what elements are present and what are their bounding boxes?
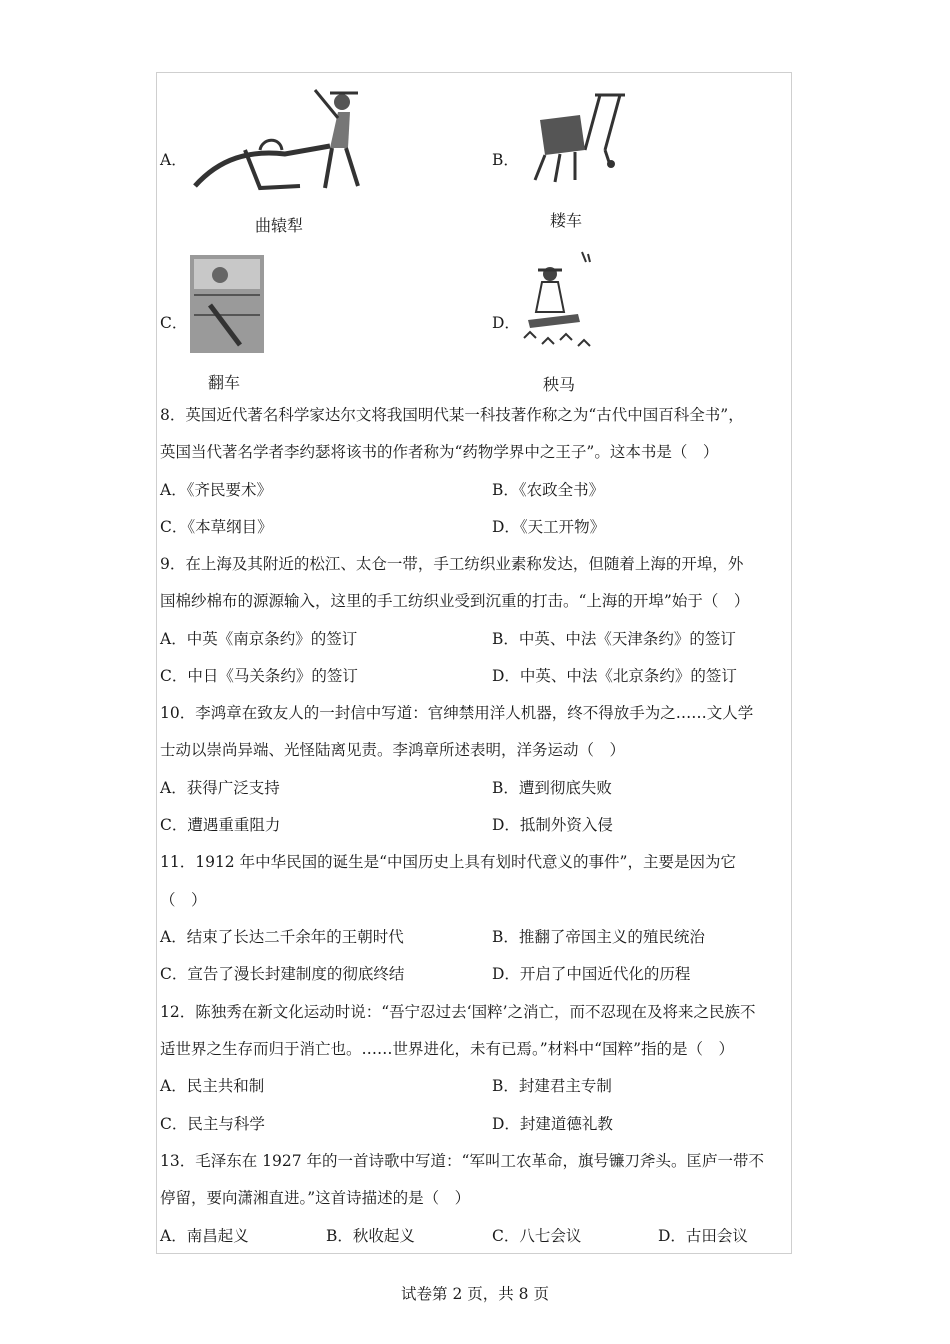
option-b-letter: B． (492, 151, 519, 169)
option-d-caption: 秧马 (543, 375, 576, 394)
q11-stem-line2: （ ） (160, 891, 207, 909)
option-c-letter: C． (160, 314, 188, 332)
page-footer: 试卷第 2 页，共 8 页 (401, 1285, 549, 1303)
q12-stem-line1: 12．陈独秀在新文化运动时说：“吾宁忍过去‘国粹’之消亡，而不忍现在及将来之民族不 (160, 1003, 756, 1021)
q12-option-c: C．民主与科学 (160, 1115, 265, 1133)
q10-stem-line2: 士动以崇尚异端、光怪陆离见责。李鸿章所述表明，洋务运动（ ） (160, 741, 626, 759)
q8-stem-line1: 8．英国近代著名科学家达尔文将我国明代某一科技著作称之为“古代中国百科全书”， (160, 406, 744, 424)
q10-option-b: B．遭到彻底失败 (492, 779, 612, 797)
q12-option-b: B．封建君主专制 (492, 1077, 612, 1095)
q13-option-a: A．南昌起义 (160, 1227, 249, 1245)
q11-option-d: D．开启了中国近代化的历程 (492, 965, 691, 983)
q9-stem-line1: 9．在上海及其附近的松江、太仓一带，手工纺织业素称发达，但随着上海的开埠，外 (160, 555, 744, 573)
q8-option-c: C．《本草纲目》 (160, 518, 273, 536)
q12-option-a: A．民主共和制 (160, 1077, 265, 1095)
option-a-caption: 曲辕犁 (255, 216, 304, 235)
q12-option-d: D．封建道德礼教 (492, 1115, 613, 1133)
q11-option-a: A．结束了长达二千余年的王朝时代 (160, 928, 404, 946)
q10-option-d: D．抵制外资入侵 (492, 816, 613, 834)
q8-stem-line2: 英国当代著名学者李约瑟将该书的作者称为“药物学界中之王子”。这本书是（ ） (160, 443, 719, 461)
option-b-caption: 耧车 (550, 211, 583, 230)
q13-stem-line2: 停留，要向潇湘直进。”这首诗描述的是（ ） (160, 1189, 471, 1207)
q12-stem-line2: 适世界之生存而归于消亡也。……世界进化，未有已焉。”材料中“国粹”指的是（ ） (160, 1040, 735, 1058)
q8-option-a: A．《齐民要术》 (160, 481, 272, 499)
q11-option-c: C．宣告了漫长封建制度的彻底终结 (160, 965, 405, 983)
q9-option-d: D．中英、中法《北京条约》的签订 (492, 667, 737, 685)
option-a-letter: A． (160, 151, 187, 169)
q9-stem-line2: 国棉纱棉布的源源输入，这里的手工纺织业受到沉重的打击。“上海的开埠”始于（ ） (160, 592, 750, 610)
option-c-caption: 翻车 (208, 373, 241, 392)
q11-stem-line1: 11．1912 年中华民国的诞生是“中国历史上具有划时代意义的事件”，主要是因为它 (160, 853, 736, 871)
water-wheel-image (190, 255, 264, 353)
q10-stem-line1: 10．李鸿章在致友人的一封信中写道：官绅禁用洋人机器，终不得放手为之……文人学 (160, 704, 754, 722)
q13-stem-line1: 13．毛泽东在 1927 年的一首诗歌中写道：“军叫工农革命，旗号镰刀斧头。匡庐一带不 (160, 1152, 764, 1170)
option-d-letter: D． (492, 314, 520, 332)
q9-option-b: B．中英、中法《天津条约》的签订 (492, 630, 736, 648)
rice-transplanter-image (520, 250, 600, 360)
q9-option-c: C．中日《马关条约》的签订 (160, 667, 358, 685)
q13-option-d: D．古田会议 (658, 1227, 748, 1245)
q10-option-c: C．遭遇重重阻力 (160, 816, 281, 834)
q8-option-b: B．《农政全书》 (492, 481, 605, 499)
q13-option-b: B．秋收起义 (326, 1227, 415, 1245)
q10-option-a: A．获得广泛支持 (160, 779, 280, 797)
seed-drill-image (525, 90, 635, 190)
q13-option-c: C．八七会议 (492, 1227, 582, 1245)
q11-option-b: B．推翻了帝国主义的殖民统治 (492, 928, 705, 946)
curved-plow-image (190, 88, 370, 200)
q8-option-d: D．《天工开物》 (492, 518, 606, 536)
q9-option-a: A．中英《南京条约》的签订 (160, 630, 358, 648)
